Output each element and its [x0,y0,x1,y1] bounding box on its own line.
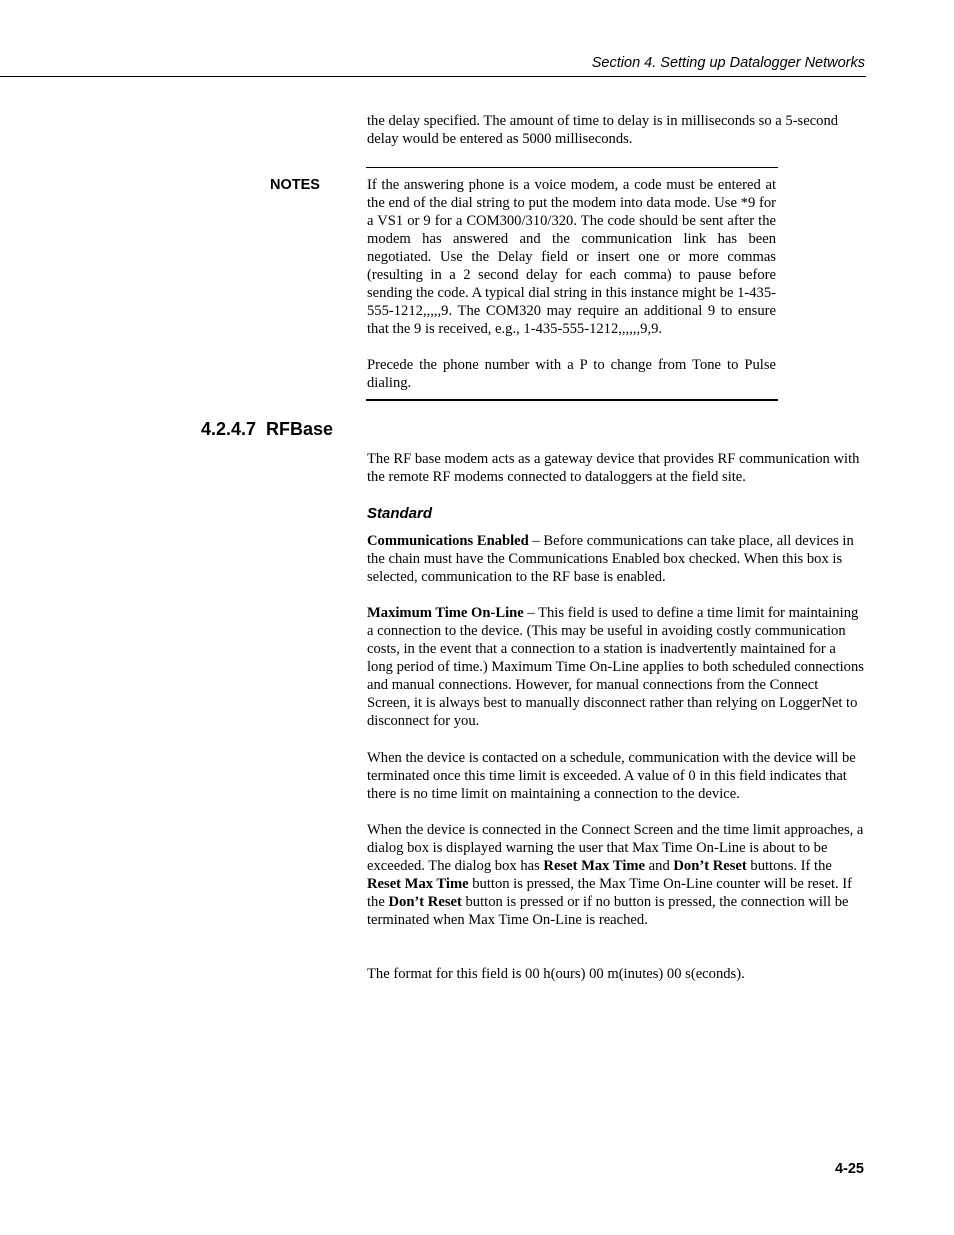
intro-paragraph: the delay specified. The amount of time to delay is in milliseconds so a 5-second delay would be entered as 5000 milliseconds. [367,113,839,147]
notes-top-rule [366,167,778,168]
section-description: The RF base modem acts as a gateway device that provides RF communication with the remote RF modems connected to dataloggers at the field site. [367,451,860,485]
notes-paragraph-1: If the answering phone is a voice modem, a code must be entered at the end of the dial string to put the modem into data mode. Use *9 for a VS1 or 9 for a COM300/310/320. The code should be sent after the modem has answered and the communication link has been negotiated. Use the Delay field or insert one or more commas (resulting in a 2 second delay for each comma) to pause before sending the code. A typical dial string in this instance might be 1-435-555-1212,,,,,9. The COM320 may require an additional 9 to ensure that the 9 is received, e.g., 1-435-555-1212,,,,,,9,9. [367,177,776,337]
max-time-text: – This field is used to define a time limit for maintaining a connection to the device. (This may be useful in avoiding costly communication costs, in the event that a connection to a station is inadvertently maintained for a long period of time.) Maximum Time On-Line applies to both scheduled connections and manual connections. However, for manual connections from the Connect Screen, it is always best to manually disconnect rather than relying on LoggerNet to disconnect for you. [367,605,864,729]
max-time-paragraph [367,604,865,730]
connect-screen-paragraph [367,821,865,929]
schedule-paragraph: When the device is contacted on a schedule, communication with the device will be terminated once this time limit is exceeded. A value of 0 in this field indicates that there is no time limit on maintaining a connection to the device. [367,750,856,802]
header-rule [0,76,866,77]
connect-text-3: buttons. If the [746,858,832,874]
dont-reset-label: Don’t Reset [673,858,747,874]
reset-max-time-label: Reset Max Time [543,858,646,874]
section-heading [201,419,333,440]
dont-reset-label-2: Don’t Reset [388,894,462,910]
reset-max-time-label-2: Reset Max Time [367,876,469,892]
comm-enabled-term: Communications Enabled [367,533,529,549]
connect-text-5: button is pressed or if no button is pressed, the connection will be terminated when Max Time On-Line is reached. [367,894,849,928]
subheading-standard: Standard [367,505,433,522]
section-number: 4.2.4.7 [201,419,257,439]
max-time-term: Maximum Time On-Line [367,605,524,621]
connect-text-2: and [645,858,674,874]
comm-enabled-paragraph [367,532,865,586]
notes-paragraph-2: Precede the phone number with a P to change from Tone to Pulse dialing. [367,357,776,391]
page-number: 4-25 [834,1161,864,1177]
section-title: RFBase [266,419,334,439]
running-header: Section 4. Setting up Datalogger Networks [591,55,865,71]
notes-label: NOTES [270,177,320,193]
connect-text-1: When the device is connected in the Connect Screen and the time limit approaches, a dialog box is displayed warning the user that Max Time On-Line is about to be exceeded. The dialog box has [367,822,864,874]
comm-enabled-text: – Before communications can take place, all devices in the chain must have the Communications Enabled box checked. When this box is selected, communication to the RF base is enabled. [367,533,854,585]
connect-text-4: button is pressed, the Max Time On-Line counter will be reset. If the [367,876,853,910]
notes-bottom-rule [366,399,778,401]
format-paragraph: The format for this field is 00 h(ours) 00 m(inutes) 00 s(econds). [367,966,745,982]
